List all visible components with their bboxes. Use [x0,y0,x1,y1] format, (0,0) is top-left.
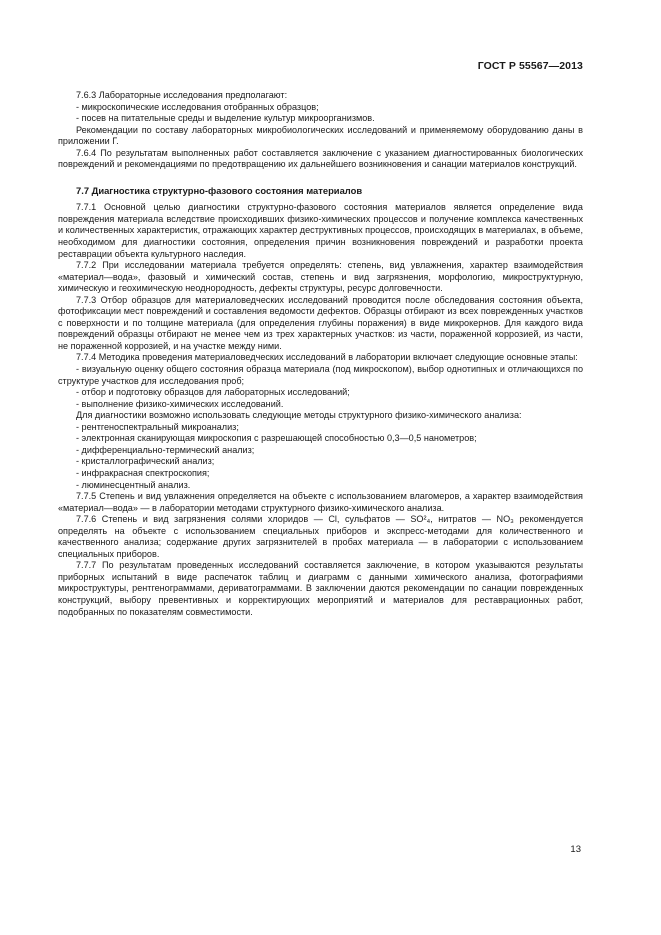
list-item: - отбор и подготовку образцов для лабораторных исследований; [76,387,350,398]
page-number: 13 [570,844,581,855]
list-item: - рентгеноспектральный микроанализ; [76,421,239,432]
paragraph: 7.7.3 Отбор образцов для материаловедческих исследований проводится после обследования состояния объекта, фотофиксации мест повреждений и составления ведомости дефектов. Образцы отбирают из всех поврежденных участков с поверхности и по толщине материала (для определения глубины поражения) в виде микрокернов. Для каждого вида повреждений образцы отбирают не менее чем из трех характерных участков: из части, пораженной коррозией, из части, не пораженной коррозией, и на участке между ними. [58,294,583,351]
list-item: - электронная сканирующая микроскопия с разрешающей способностью 0,3—0,5 нанометров; [76,433,477,444]
list-item: - люминесцентный анализ. [76,479,191,490]
list-item: - дифференциально-термический анализ; [76,444,255,455]
paragraph: 7.7.7 По результатам проведенных исследований составляется заключение, в котором указываются результаты приборных испытаний в виде распечаток таблиц и диаграмм с данными химического анализа, фотографиями микроструктуры, рентгенограммами, дериватограммами. В заключении даются рекомендации по санации поврежденных конструкций, выбору превентивных и корректирующих мероприятий и материалов для реставрационных работ, подобранных по показателям совместимости. [58,560,583,617]
paragraph: 7.7.2 При исследовании материала требуется определять: степень, вид увлажнения, характер взаимодействия «материал—вода», фазовый и химический состав, степень и вид загрязнения, морфологию, микроструктурную, химическую и геохимическую неоднородность, дефекты структуры, ресурс долговечности. [58,260,583,294]
document-body [58,90,583,618]
list-item: - микроскопические исследования отобранных образцов; [76,101,319,112]
paragraph: 7.7.6 Степень и вид загрязнения солями хлоридов — Cl, сульфатов — SO²₄, нитратов — NO₃ рекомендуется определять на объекте с использованием специальных приборов и экспресс-методами для количественного и качественного анализа; содержание других загрязнителей в пробах материала — в лаборатории с использованием специальных приборов. [58,514,583,559]
paragraph: 7.6.3 Лабораторные исследования предполагают: [76,90,288,100]
section-heading: 7.7 Диагностика структурно-фазового состояния материалов [76,184,363,196]
paragraph: Для диагностики возможно использовать следующие методы структурного физико-химического анализа: [76,410,522,421]
paragraph: 7.7.1 Основной целью диагностики структурно-фазового состояния материалов является определение вида повреждения материала вследствие происходивших физико-химических процессов и получение комплекса качественных и количественных характеристик, отражающих характер деструктивных процессов, происходящих в материалах, в объеме, необходимом для диагностики состояния, определения причин возникновения повреждений и разработки проекта реставрации объекта культурного наследия. [58,202,583,259]
document-standard-id: ГОСТ Р 55567—2013 [477,60,583,72]
paragraph: 7.7.4 Методика проведения материаловедческих исследований в лаборатории включает следующие основные этапы: [76,352,578,363]
paragraph: Рекомендации по составу лабораторных микробиологических исследований и применяемому оборудованию даны в приложении Г. [58,124,583,147]
list-item: - выполнение физико-химических исследований. [76,398,284,409]
list-item: - инфракрасная спектроскопия; [76,467,210,478]
paragraph: 7.6.4 По результатам выполненных работ составляется заключение с указанием диагностированных биологических повреждений и рекомендациями по предотвращению их дальнейшего возникновения и санации материалов конструкций. [58,147,583,170]
paragraph: 7.7.5 Степень и вид увлажнения определяется на объекте с использованием влагомеров, а характер взаимодействия «материал—вода» — в лаборатории методами структурного физико-химического анализа. [58,491,583,513]
paragraph: - визуальную оценку общего состояния образца материала (под микроскопом), выбор однотипных и отличающихся по структуре участков для исследования проб; [58,364,583,386]
list-item: - посев на питательные среды и выделение культур микроорганизмов. [76,113,375,124]
list-item: - кристаллографический анализ; [76,456,215,467]
